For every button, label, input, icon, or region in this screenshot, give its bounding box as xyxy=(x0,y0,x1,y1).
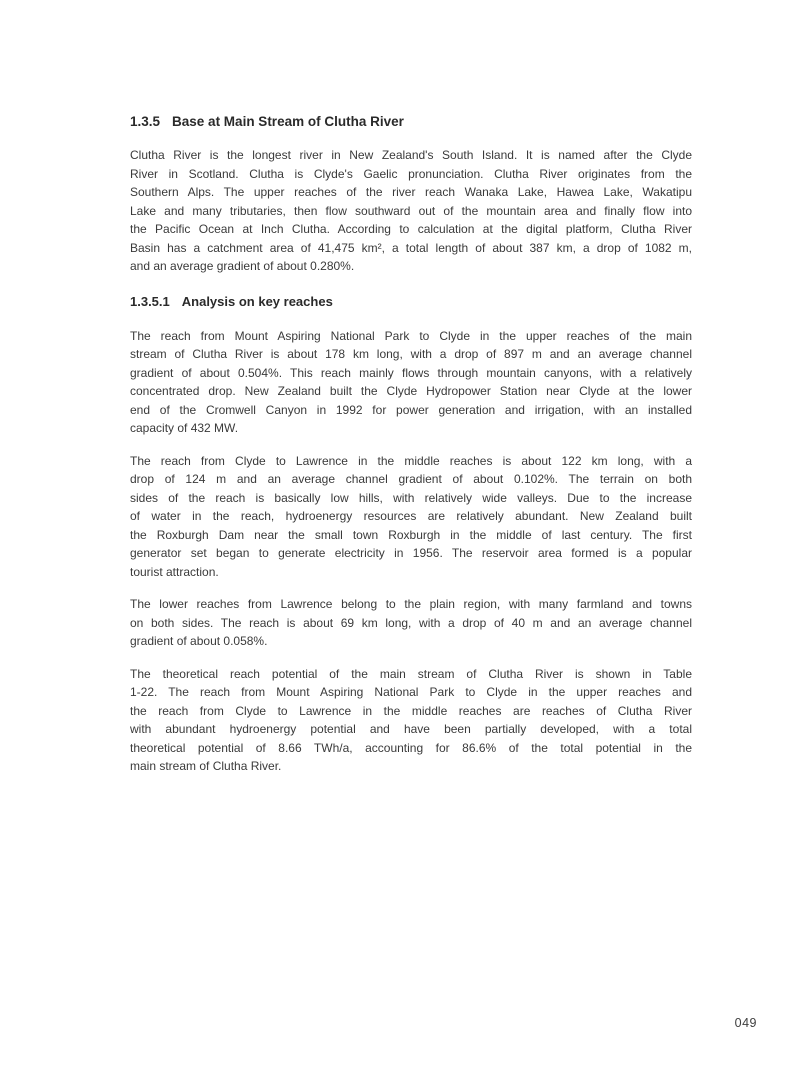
text-line: Lake and many tributaries, then flow southward out of the mountain area and finally flow into xyxy=(130,203,692,218)
text-line: sides of the reach is basically low hills, with relatively wide valleys. Due to the increase xyxy=(130,490,692,505)
paragraph-potential xyxy=(130,665,692,776)
section-title: Base at Main Stream of Clutha River xyxy=(172,114,404,129)
paragraph-middle-reach xyxy=(130,452,692,582)
text-line: The reach from Clyde to Lawrence in the middle reaches is about 122 km long, with a xyxy=(130,453,692,468)
text-line: the Roxburgh Dam near the small town Roxburgh in the middle of last century. The first xyxy=(130,527,692,542)
text-line: stream of Clutha River is about 178 km long, with a drop of 897 m and an average channel xyxy=(130,347,692,361)
text-line: main stream of Clutha River. xyxy=(130,759,282,773)
text-line: tourist attraction. xyxy=(130,564,219,579)
text-line: gradient of about 0.058%. xyxy=(130,634,268,648)
section-heading xyxy=(130,113,692,131)
text-line: The lower reaches from Lawrence belong to the plain region, with many farmland and towns xyxy=(130,597,692,611)
paragraph-lower-reach xyxy=(130,595,692,651)
subsection-title: Analysis on key reaches xyxy=(181,293,333,309)
text-line: 1-22. The reach from Mount Aspiring National Park to Clyde in the upper reaches and xyxy=(130,685,692,699)
text-line: capacity of 432 MW. xyxy=(130,421,239,435)
text-line: Southern Alps. The upper reaches of the river reach Wanaka Lake, Hawea Lake, Wakatipu xyxy=(130,185,692,199)
text-line: the reach from Clyde to Lawrence in the middle reaches are reaches of Clutha River xyxy=(130,703,692,718)
text-line: concentrated drop. New Zealand built the Clyde Hydropower Station near Clyde at the lower xyxy=(130,384,692,398)
text-line: on both sides. The reach is about 69 km long, with a drop of 40 m and an average channel xyxy=(130,615,692,630)
text-line: drop of 124 m and an average channel gradient of about 0.102%. The terrain on both xyxy=(130,472,692,486)
text-line: gradient of about 0.504%. This reach mainly flows through mountain canyons, with a relatively xyxy=(130,365,692,380)
text-line: theoretical potential of 8.66 TWh/a, accounting for 86.6% of the total potential in the xyxy=(130,740,692,755)
text-line: the Pacific Ocean at Inch Clutha. According to calculation at the digital platform, Clutha River xyxy=(130,222,692,236)
text-line: of water in the reach, hydroenergy resources are relatively abundant. New Zealand built xyxy=(130,509,692,523)
text-line: Basin has a catchment area of 41,475 km², a total length of about 387 km, a drop of 1082 m, xyxy=(130,240,692,255)
paragraph-upper-reach xyxy=(130,327,692,438)
text-line: The theoretical reach potential of the main stream of Clutha River is shown in Table xyxy=(130,666,692,681)
subsection-number: 1.3.5.1 xyxy=(130,293,170,309)
section-number: 1.3.5 xyxy=(130,114,161,129)
text-line: The reach from Mount Aspiring National Park to Clyde in the upper reaches of the main xyxy=(130,328,692,343)
text-line: and an average gradient of about 0.280%. xyxy=(130,259,355,273)
text-block xyxy=(130,113,692,790)
text-line: Clutha River is the longest river in New Zealand's South Island. It is named after the Clyde xyxy=(130,148,692,162)
paragraph-intro xyxy=(130,146,692,276)
page-number: 049 xyxy=(734,1016,757,1030)
text-line: generator set began to generate electricity in 1956. The reservoir area formed is a popular xyxy=(130,546,692,560)
subsection-heading xyxy=(130,293,692,311)
text-line: end of the Cromwell Canyon in 1992 for power generation and irrigation, with an installed xyxy=(130,402,692,417)
text-line: with abundant hydroenergy potential and have been partially developed, with a total xyxy=(130,722,692,736)
text-line: River in Scotland. Clutha is Clyde's Gaelic pronunciation. Clutha River originates from the xyxy=(130,166,692,181)
